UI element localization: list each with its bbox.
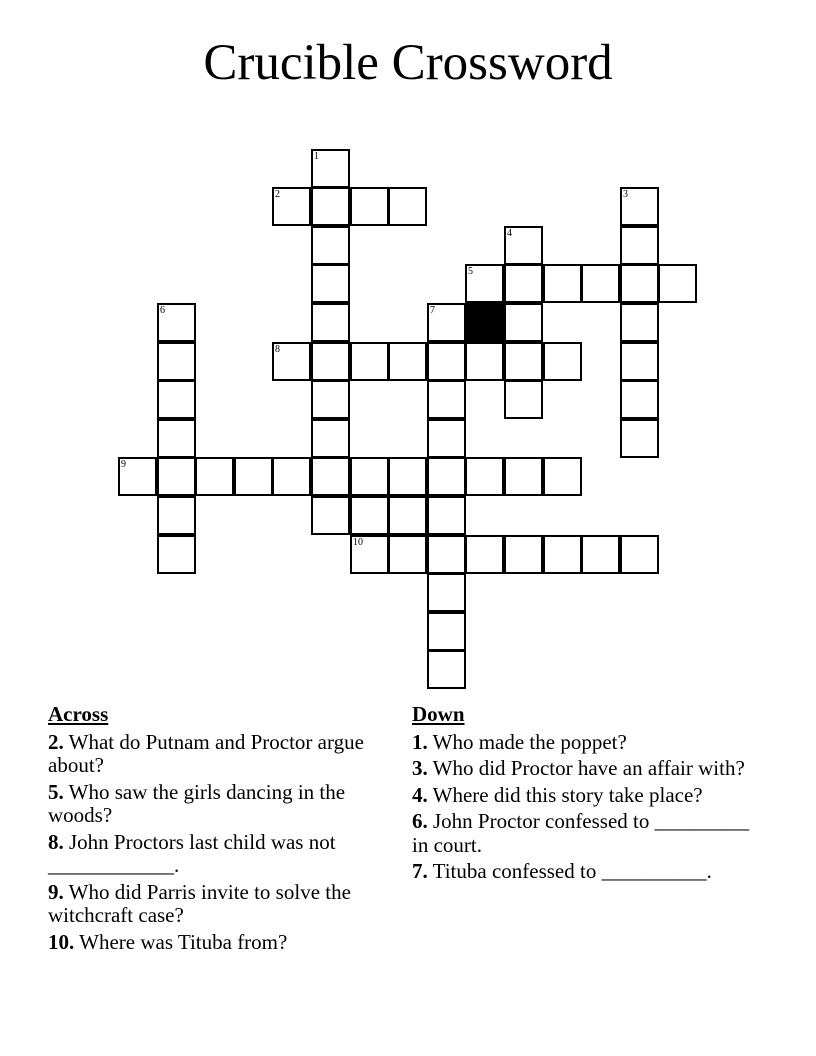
grid-cell[interactable] [427,457,466,496]
grid-cell[interactable] [388,187,427,226]
grid-cell[interactable] [504,342,543,381]
clue-number: 6. [412,809,428,833]
grid-cell[interactable] [427,342,466,381]
across-heading: Across [48,702,109,726]
down-clue-list [412,731,752,884]
grid-cell[interactable] [195,457,234,496]
down-clue [412,860,752,884]
grid-cell[interactable] [581,535,620,574]
grid-cell[interactable] [427,573,466,612]
grid-cell[interactable] [504,264,543,303]
cell-number: 5 [468,266,473,277]
grid-cell[interactable] [157,303,196,342]
grid-cell[interactable] [311,457,350,496]
clue-text: Who made the poppet? [432,729,627,754]
across-clue [48,831,388,878]
clue-text: Where was Tituba from? [79,929,288,954]
grid-cell[interactable] [157,535,196,574]
grid-cell[interactable] [427,650,466,689]
grid-cell[interactable] [350,342,389,381]
grid-cell[interactable] [620,419,659,458]
across-clue [48,931,388,955]
grid-cell[interactable] [157,380,196,419]
cell-number: 3 [623,189,628,200]
grid-cell[interactable] [427,419,466,458]
grid-cell[interactable] [388,496,427,535]
across-clue-list [48,731,388,955]
grid-cell[interactable] [311,380,350,419]
cell-number: 10 [353,537,363,548]
grid-cell[interactable] [465,535,504,574]
grid-cell[interactable] [620,303,659,342]
grid-cell[interactable] [272,457,311,496]
grid-cell[interactable] [350,535,389,574]
grid-cell[interactable] [157,342,196,381]
grid-cell[interactable] [620,535,659,574]
grid-cell[interactable] [311,496,350,535]
grid-cell[interactable] [311,149,350,188]
grid-cell[interactable] [504,535,543,574]
cell-number: 8 [275,344,280,355]
grid-cell[interactable] [311,342,350,381]
grid-cell[interactable] [465,457,504,496]
grid-cell[interactable] [311,226,350,265]
grid-cell[interactable] [504,380,543,419]
clue-number: 3. [412,756,428,780]
grid-cell[interactable] [620,187,659,226]
black-cell [465,303,504,342]
grid-cell[interactable] [658,264,697,303]
cell-number: 9 [121,459,126,470]
grid-cell[interactable] [427,303,466,342]
grid-cell[interactable] [543,342,582,381]
down-clues [412,703,752,887]
clue-text: John Proctors last child was not ____________. [48,829,336,877]
clue-text: Where did this story take place? [432,782,703,807]
cell-number: 6 [160,305,165,316]
clue-number: 5. [48,779,64,804]
grid-cell[interactable] [350,496,389,535]
grid-cell[interactable] [504,457,543,496]
grid-cell[interactable] [118,457,157,496]
grid-cell[interactable] [581,264,620,303]
grid-cell[interactable] [311,187,350,226]
down-clue [412,757,752,781]
grid-cell[interactable] [465,342,504,381]
grid-cell[interactable] [272,187,311,226]
clue-number: 8. [48,829,64,854]
grid-cell[interactable] [543,264,582,303]
grid-cell[interactable] [350,187,389,226]
grid-cell[interactable] [311,419,350,458]
grid-cell[interactable] [388,457,427,496]
grid-cell[interactable] [311,264,350,303]
clue-text: John Proctor confessed to _________ in court. [412,809,750,857]
clue-text: Who did Parris invite to solve the witchcraft case? [48,879,351,927]
grid-cell[interactable] [272,342,311,381]
clue-text: Tituba confessed to __________. [432,859,712,883]
clue-number: 1. [412,729,428,754]
down-clue [412,810,752,857]
across-clue [48,781,388,828]
cell-number: 7 [430,305,435,316]
grid-cell[interactable] [388,342,427,381]
grid-cell[interactable] [311,303,350,342]
clue-text: Who did Proctor have an affair with? [432,756,745,780]
grid-cell[interactable] [157,457,196,496]
grid-cell[interactable] [620,226,659,265]
grid-cell[interactable] [543,457,582,496]
grid-cell[interactable] [465,264,504,303]
clue-number: 2. [48,729,64,754]
grid-cell[interactable] [427,535,466,574]
grid-cell[interactable] [504,226,543,265]
cell-number: 1 [314,151,319,162]
clue-text: What do Putnam and Proctor argue about? [48,729,364,777]
grid-cell[interactable] [504,303,543,342]
down-clue [412,731,752,755]
grid-cell[interactable] [427,496,466,535]
clue-number: 10. [48,929,75,954]
grid-cell[interactable] [234,457,273,496]
cell-number: 2 [275,189,280,200]
grid-cell[interactable] [350,457,389,496]
clue-number: 9. [48,879,64,904]
down-heading: Down [412,702,465,726]
grid-cell[interactable] [427,612,466,651]
grid-cell[interactable] [157,496,196,535]
page-title: Crucible Crossword [203,35,613,91]
grid-cell[interactable] [620,342,659,381]
clue-number: 7. [412,859,428,883]
down-clue [412,784,752,808]
across-clue [48,881,388,928]
grid-cell[interactable] [543,535,582,574]
clue-text: Who saw the girls dancing in the woods? [48,779,346,827]
grid-cell[interactable] [427,380,466,419]
cell-number: 4 [507,228,512,239]
grid-cell[interactable] [620,264,659,303]
across-clues [48,703,388,957]
grid-cell[interactable] [620,380,659,419]
grid-cell[interactable] [388,535,427,574]
grid-cell[interactable] [157,419,196,458]
clue-number: 4. [412,782,428,807]
across-clue [48,731,388,778]
